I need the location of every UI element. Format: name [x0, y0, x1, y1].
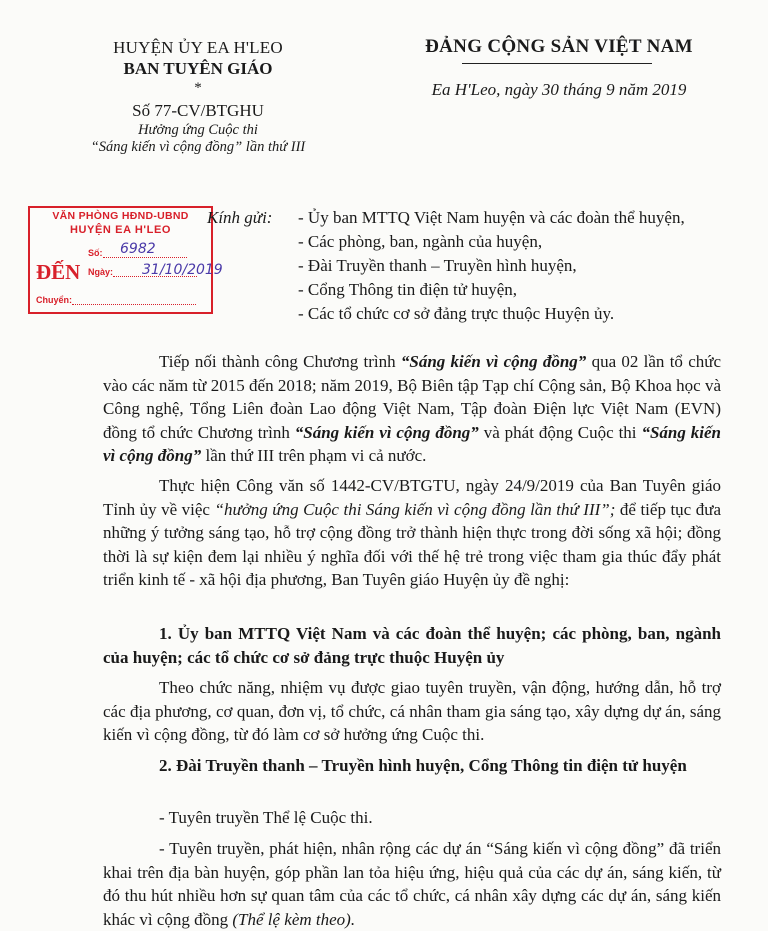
stamp-so-dots — [103, 257, 187, 258]
stamp-so-handwritten: 6982 — [120, 241, 156, 257]
stamp-chuyen-dots — [72, 304, 196, 305]
receipt-stamp — [28, 206, 223, 314]
recipient-item: - Đài Truyền thanh – Truyền hình huyện, — [298, 256, 577, 275]
paragraph-bullet-1: - Tuyên truyền Thể lệ Cuộc thi. — [159, 808, 373, 827]
stamp-chuyen-label: Chuyển: — [36, 295, 72, 305]
paragraph-bullet-2: - Tuyên truyền, phát hiện, nhân rộng các dự án “Sáng kiến vì cộng đồng” đã triển khai trên địa bàn huyện, góp phần lan tỏa hiệu ứng, hiệu quả của các dự án, sáng kiến, từ đó thu hút nhiều hơn sự quan tâm của các tổ chức, cá nhân xây dựng các dự án, sáng kiến khác vì cộng đồng (Thể lệ kèm theo). — [103, 839, 721, 929]
recipient-item: - Các tổ chức cơ sở đảng trực thuộc Huyện ủy. — [298, 304, 615, 323]
party-name: ĐẢNG CỘNG SẢN VIỆT NAM — [425, 36, 693, 57]
org-line-1: HUYỆN ỦY EA H'LEO — [113, 38, 283, 57]
stamp-line-1: VĂN PHÒNG HĐND-UBND — [52, 210, 189, 222]
stamp-ngay-handwritten: 31/10/2019 — [142, 262, 223, 278]
recipient-item: - Ủy ban MTTQ Việt Nam huyện và các đoàn thể huyện, — [298, 208, 685, 227]
doc-number: Số 77-CV/BTGHU — [132, 101, 264, 120]
subject-line-1: Hưởng ứng Cuộc thi — [138, 122, 258, 138]
stamp-line-2: HUYỆN EA H'LEO — [69, 224, 172, 236]
party-underline — [462, 63, 652, 64]
stamp-so-label: Số: — [88, 248, 103, 258]
recipients-label: Kính gửi: — [207, 208, 273, 227]
org-line-2: BAN TUYÊN GIÁO — [123, 59, 273, 78]
recipient-item: - Cổng Thông tin điện tử huyện, — [298, 280, 518, 299]
stamp-ngay-label: Ngày: — [88, 267, 114, 277]
paragraph-section-1: Theo chức năng, nhiệm vụ được giao tuyên truyền, vận động, hướng dẫn, hỗ trợ các địa phương, cơ quan, đơn vị, tổ chức, cá nhân tham gia sáng tạo, xây dựng dự án, sáng kiến vì cộng đồng, từ đó làm cơ sở hưởng ứng Cuộc thi. — [103, 678, 721, 744]
place-date: Ea H'Leo, ngày 30 tháng 9 năm 2019 — [431, 80, 687, 99]
recipient-item: - Các phòng, ban, ngành của huyện, — [298, 232, 543, 251]
header-star: * — [194, 80, 202, 96]
stamp-chuyen-row — [36, 295, 196, 305]
stamp-den: ĐẾN — [36, 260, 81, 284]
paragraph-intro: Tiếp nối thành công Chương trình “Sáng kiến vì cộng đồng” qua 02 lần tổ chức vào các năm từ 2015 đến 2018; năm 2019, Bộ Biên tập Tạp chí Cộng sản, Bộ Khoa học và Công nghệ, Tổng Liên đoàn Lao động Việt Nam, Tập đoàn Điện lực Việt Nam (EVN) đồng tổ chức Chương trình “Sáng kiến vì cộng đồng” và phát động Cuộc thi “Sáng kiến vì cộng đồng” lần thứ III trên phạm vi cả nước. — [103, 352, 722, 465]
paragraph-implementation: Thực hiện Công văn số 1442-CV/BTGTU, ngày 24/9/2019 của Ban Tuyên giáo Tỉnh ủy về việc “hưởng ứng Cuộc thi Sáng kiến vì cộng đồng lần thứ III”; để tiếp tục đưa những ý tưởng sáng tạo, hỗ trợ cộng đồng trở thành hiện thực trong đời sống xã hội; đồng thời là sự kiện đem lại nhiều ý nghĩa đối với thế hệ trẻ trong việc tham gia thúc đẩy phát triển kinh tế - xã hội địa phương, Ban Tuyên giáo Huyện ủy đề nghị: — [103, 476, 721, 589]
section-heading-1: 1. Ủy ban MTTQ Việt Nam và các đoàn thể huyện; các phòng, ban, ngành của huyện; các tổ chức cơ sở đảng trực thuộc Huyện ủy — [103, 624, 721, 667]
section-heading-2: 2. Đài Truyền thanh – Truyền hình huyện, Cổng Thông tin điện tử huyện — [159, 756, 687, 775]
subject-line-2: “Sáng kiến vì cộng đồng” lần thứ III — [90, 139, 306, 155]
